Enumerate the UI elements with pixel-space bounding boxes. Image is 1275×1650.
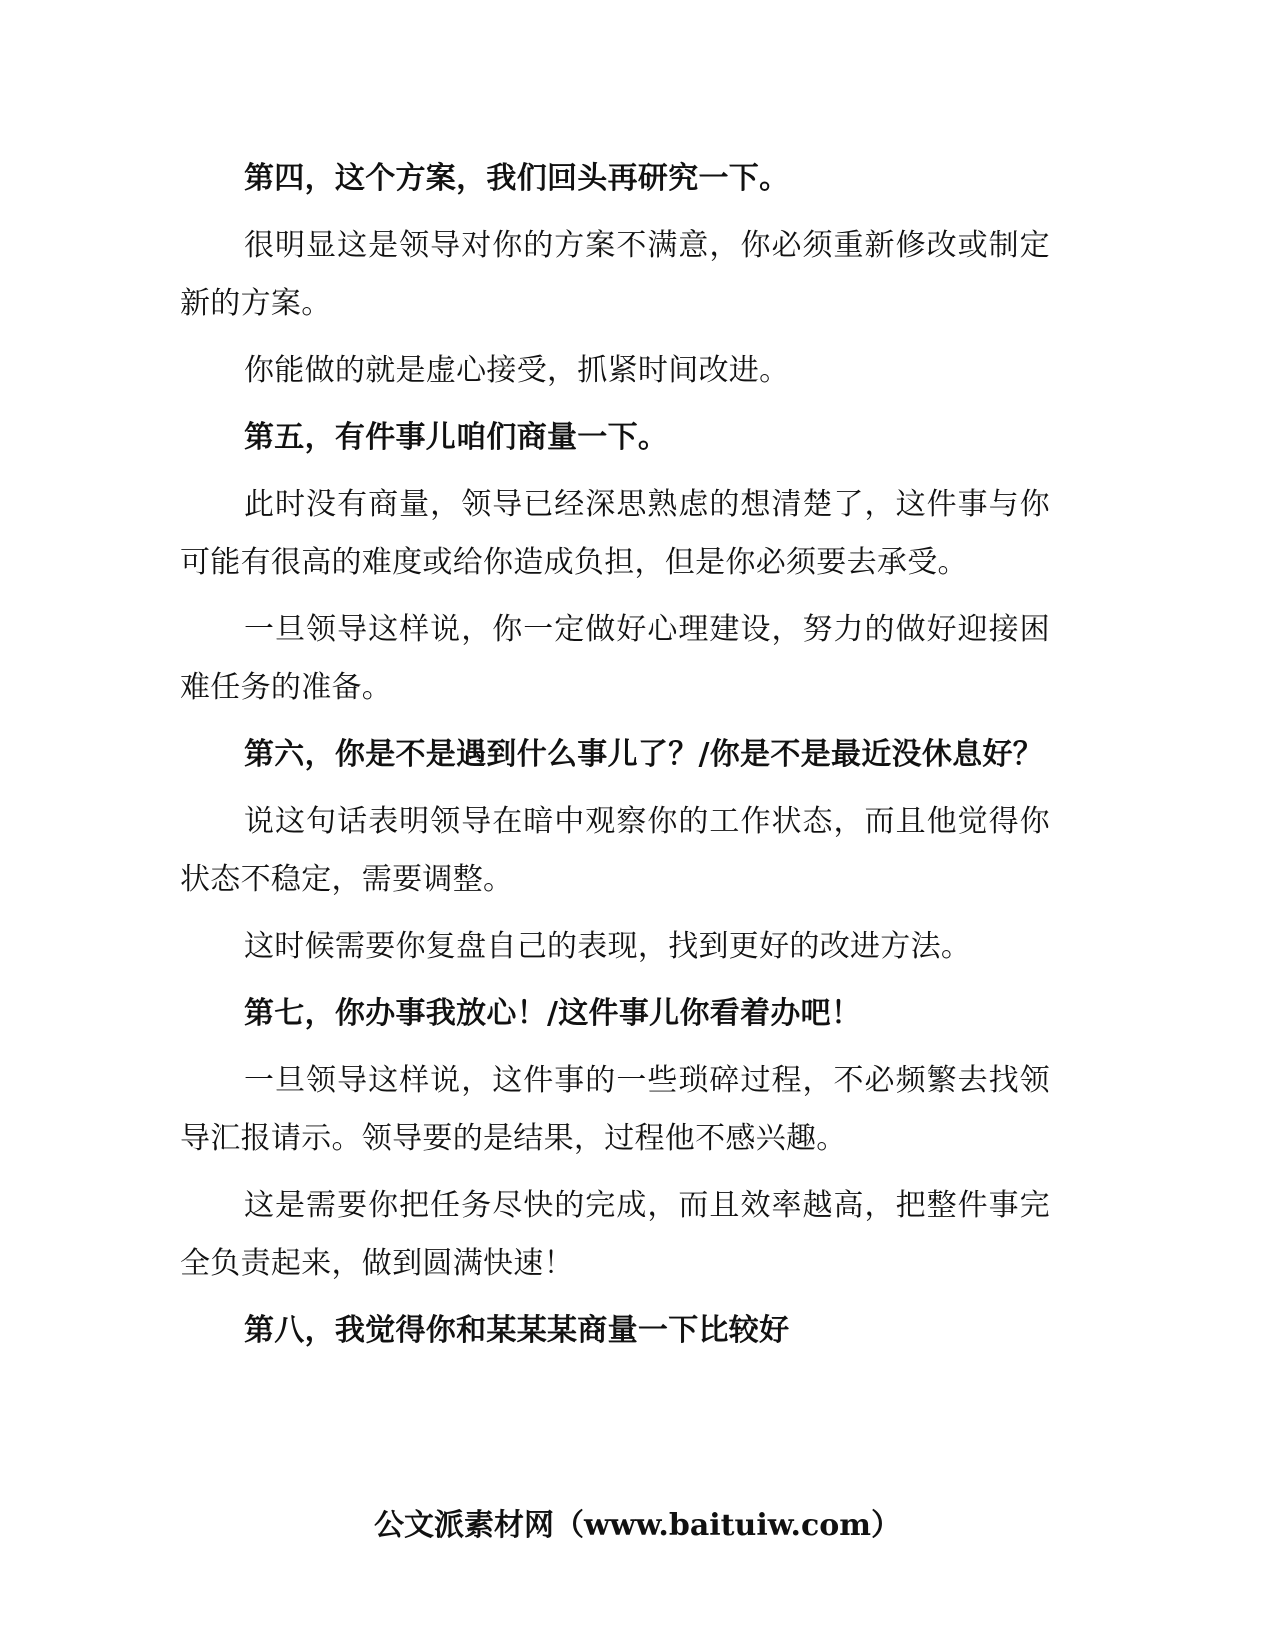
body-paragraph: 一旦领导这样说，这件事的一些琐碎过程，不必频繁去找领导汇报请示。领导要的是结果，过程他不感兴趣。 (180, 1063, 1050, 1156)
section-heading: 第四，这个方案，我们回头再研究一下。 (244, 161, 790, 196)
footer-watermark: 公文派素材网（www.baituiw.com） (373, 1508, 902, 1543)
body-paragraph: 此时没有商量，领导已经深思熟虑的想清楚了，这件事与你可能有很高的难度或给你造成负担，但是你必须要去承受。 (180, 487, 1050, 580)
body-paragraph: 这时候需要你复盘自己的表现，找到更好的改进方法。 (244, 929, 972, 964)
body-paragraph: 这是需要你把任务尽快的完成，而且效率越高，把整件事完全负责起来，做到圆满快速！ (180, 1188, 1050, 1281)
body-paragraph: 说这句话表明领导在暗中观察你的工作状态，而且他觉得你状态不稳定，需要调整。 (180, 804, 1050, 897)
document-body (180, 150, 1050, 1369)
body-paragraph: 一旦领导这样说，你一定做好心理建设，努力的做好迎接困难任务的准备。 (180, 612, 1050, 705)
section-heading: 第八，我觉得你和某某某商量一下比较好 (244, 1313, 790, 1348)
body-paragraph: 你能做的就是虚心接受，抓紧时间改进。 (244, 353, 790, 388)
body-paragraph: 很明显这是领导对你的方案不满意，你必须重新修改或制定新的方案。 (180, 228, 1050, 321)
section-heading: 第七，你办事我放心！/这件事儿你看着办吧！ (244, 996, 862, 1031)
section-heading: 第五，有件事儿咱们商量一下。 (244, 420, 669, 455)
section-heading: 第六，你是不是遇到什么事儿了？/你是不是最近没休息好？ (244, 737, 1044, 772)
